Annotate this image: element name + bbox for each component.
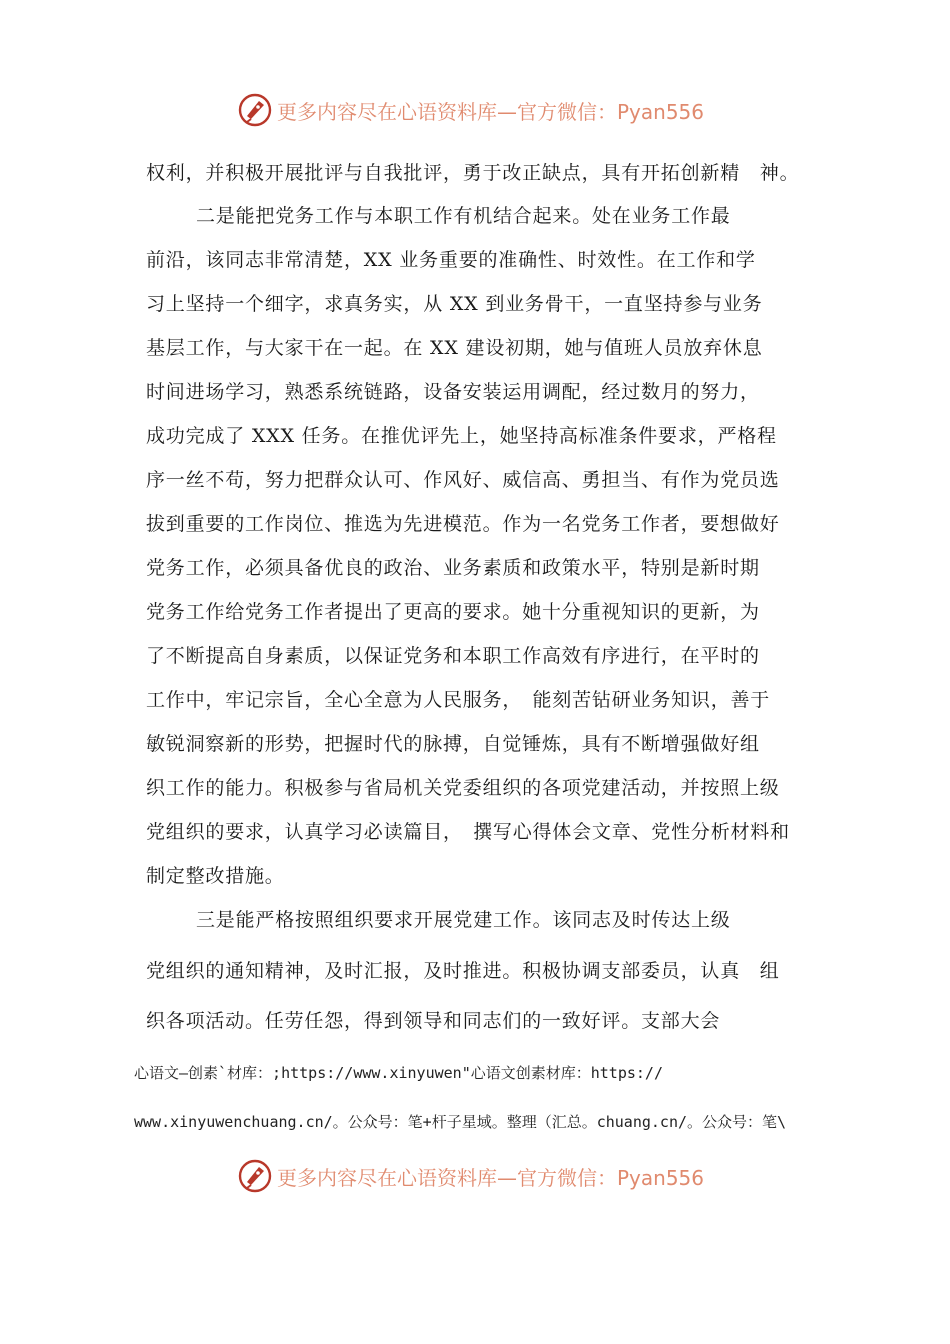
paragraph-line: 三是能严格按照组织要求开展党建工作。该同志及时传达上级 <box>196 909 731 931</box>
paragraph-line: 织各项活动。任劳任怨，得到领导和同志们的一致好评。支部大会 <box>146 1010 721 1032</box>
paragraph-line: 党组织的要求，认真学习必读篇目， 撰写心得体会文章、党性分析材料和 <box>146 821 790 843</box>
paragraph-line: 序一丝不苟，努力把群众认可、作风好、威信高、勇担当、有作为党员选 <box>146 469 780 491</box>
paragraph-line: 拔到重要的工作岗位、推选为先进模范。作为一名党务工作者，要想做好 <box>146 513 780 535</box>
paragraph-line: 织工作的能力。积极参与省局机关党委组织的各项党建活动，并按照上级 <box>146 777 780 799</box>
footer-source-line: www.xinyuwenchuang.cn/。公众号：笔+杆子星域。整理（汇总。chuang.cn/。公众号：笔\ <box>134 1113 787 1131</box>
paragraph-line: 党务工作，必须具备优良的政治、业务素质和政策水平，特别是新时期 <box>146 557 760 579</box>
paragraph-line: 党务工作给党务工作者提出了更高的要求。她十分重视知识的更新，为 <box>146 601 760 623</box>
pen-nib-logo-icon <box>237 92 273 128</box>
paragraph-line: 工作中，牢记宗旨，全心全意为人民服务， 能刻苦钻研业务知识，善于 <box>146 689 771 711</box>
watermark-bottom <box>237 1156 704 1196</box>
paragraph-line: 前沿，该同志非常清楚，XX 业务重要的准确性、时效性。在工作和学 <box>146 249 756 271</box>
paragraph-line: 基层工作，与大家干在一起。在 XX 建设初期，她与值班人员放弃休息 <box>146 337 763 359</box>
footer-source-line: 心语文—创素`材库：;https://www.xinyuwen"心语文创素材库：https:// <box>134 1064 663 1082</box>
paragraph-line: 习上坚持一个细字，求真务实，从 XX 到业务骨干，一直坚持参与业务 <box>146 293 763 315</box>
pen-nib-logo-icon <box>237 1158 273 1194</box>
watermark-text: 更多内容尽在心语资料库—官方微信：Pyan556 <box>277 99 705 124</box>
paragraph-line: 党组织的通知精神，及时汇报，及时推进。积极协调支部委员，认真 组 <box>146 960 780 982</box>
paragraph-line: 二是能把党务工作与本职工作有机结合起来。处在业务工作最 <box>196 205 731 227</box>
paragraph-line: 成功完成了 XXX 任务。在推优评先上，她坚持高标准条件要求，严格程 <box>146 425 777 447</box>
paragraph-line: 时间进场学习，熟悉系统链路，设备安装运用调配，经过数月的努力， <box>146 381 760 403</box>
watermark-text: 更多内容尽在心语资料库—官方微信：Pyan556 <box>277 1165 705 1190</box>
paragraph-line: 权利，并积极开展批评与自我批评，勇于改正缺点，具有开拓创新精 神。 <box>146 162 800 184</box>
paragraph-line: 制定整改措施。 <box>146 865 285 887</box>
watermark-top <box>237 90 704 130</box>
paragraph-line: 了不断提高自身素质，以保证党务和本职工作高效有序进行，在平时的 <box>146 645 760 667</box>
paragraph-line: 敏锐洞察新的形势，把握时代的脉搏，自觉锤炼，具有不断增强做好组 <box>146 733 760 755</box>
